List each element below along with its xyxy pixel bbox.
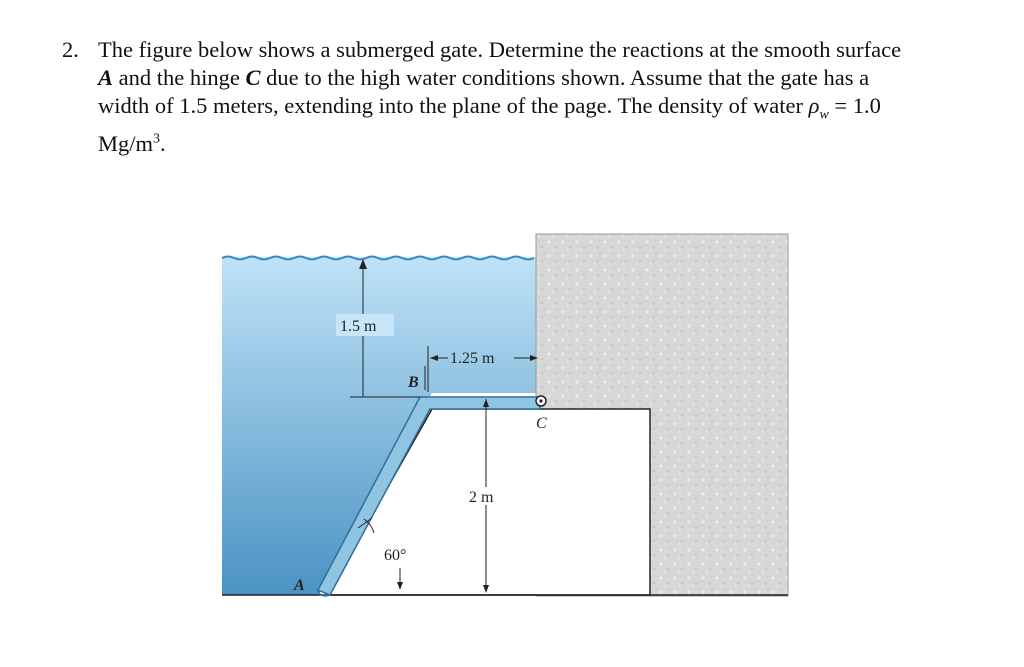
line2-d: due to the high water conditions shown. Assume that the gate has a	[260, 65, 870, 90]
dim-height-label: 2 m	[469, 489, 494, 506]
line4-text: Mg/m	[98, 130, 154, 156]
dim-depth-label: 1.5 m	[340, 318, 377, 335]
label-c: C	[536, 415, 547, 432]
problem-number: 2.	[62, 37, 79, 62]
hinge-c-pin	[539, 399, 542, 402]
line3-end: = 1.0	[828, 93, 881, 118]
line2-b: and the hinge	[113, 65, 246, 90]
label-a-inline: A	[98, 65, 114, 90]
rho-symbol: ρ	[808, 93, 820, 118]
label-c-inline: C	[245, 65, 261, 90]
problem-line-1: The figure below shows a submerged gate. Determine the reactions at the smooth surface	[98, 37, 902, 62]
dim-width-label: 1.25 m	[450, 350, 495, 367]
line3-text: width of 1.5 meters, extending into the plane of the page. The density of water	[98, 93, 809, 118]
label-b: B	[408, 374, 419, 391]
rho-subscript: w	[819, 107, 829, 123]
line4-end: .	[160, 130, 166, 156]
angle-label: 60°	[384, 547, 407, 564]
label-a: A	[294, 577, 305, 594]
line4-sup: 3	[153, 131, 161, 146]
